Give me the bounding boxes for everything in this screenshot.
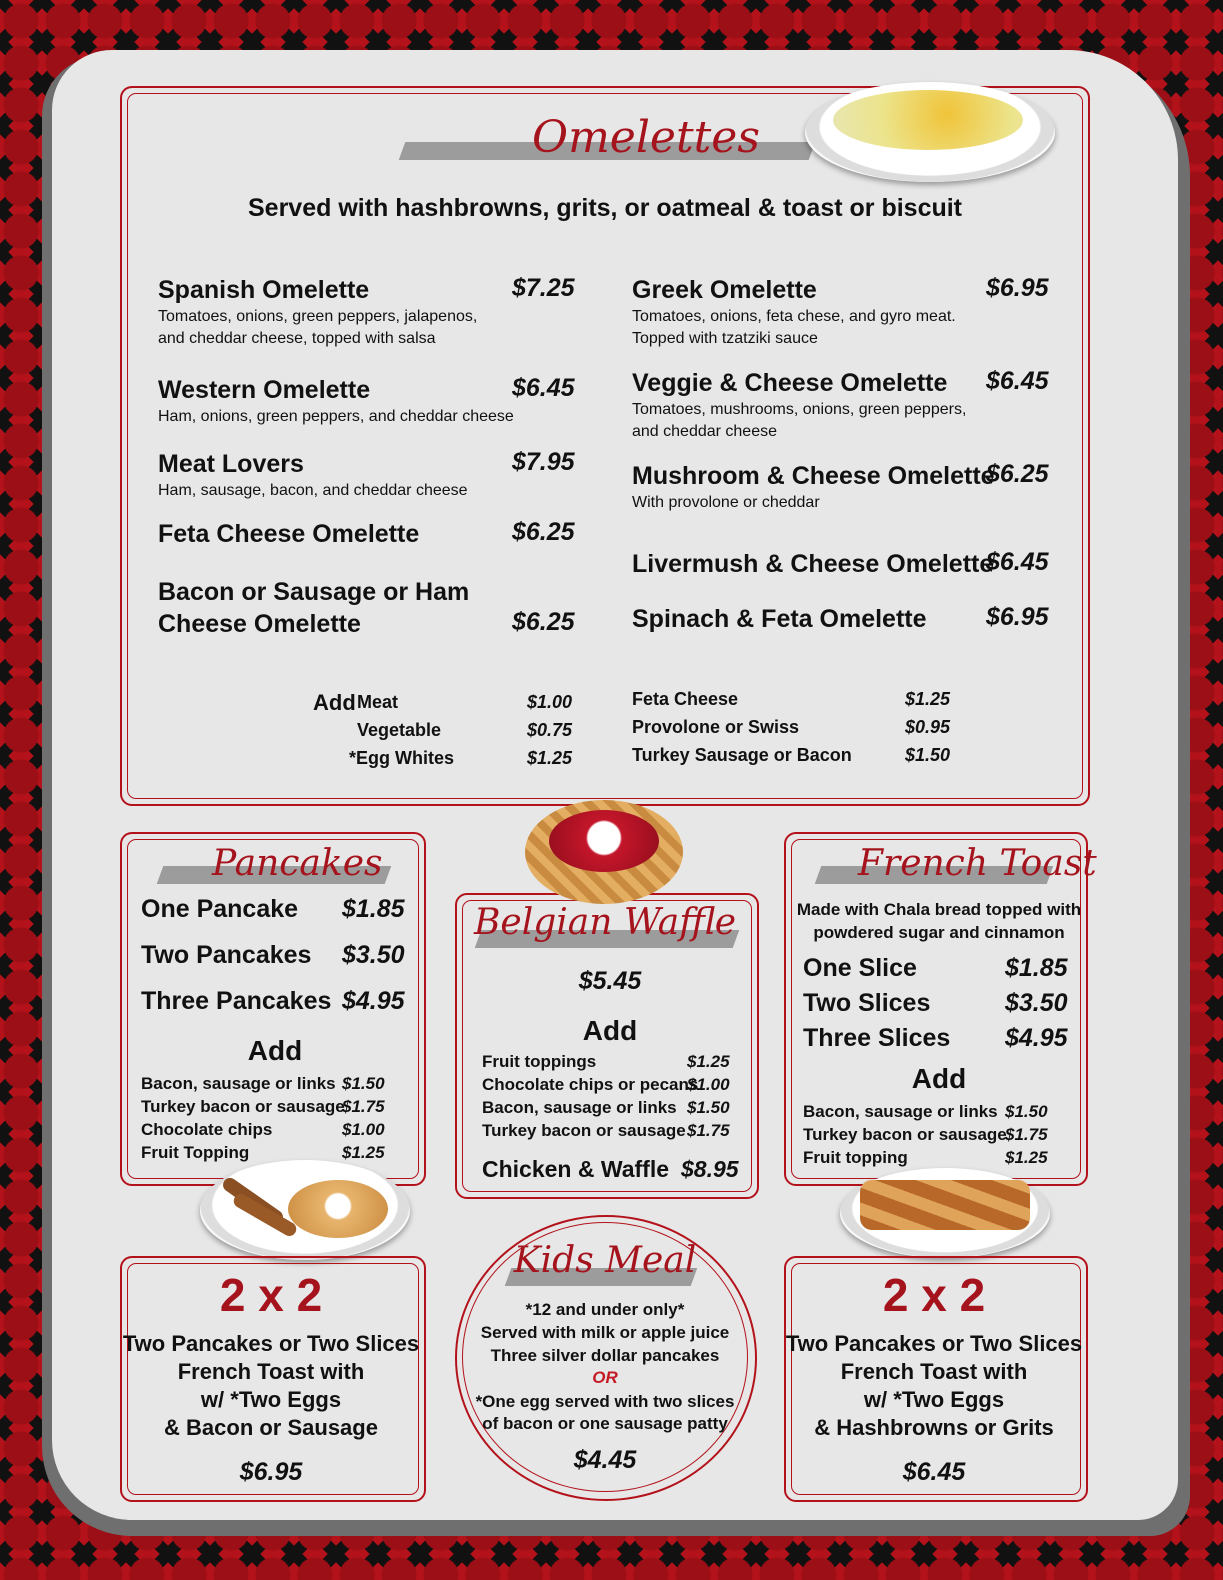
combo-left-lines: Two Pancakes or Two Slices French Toast with w/ *Two Eggs & Bacon or Sausage xyxy=(122,1331,420,1440)
omelettes-add-label: Add xyxy=(313,690,356,715)
combo-left-title: 2 x 2 xyxy=(219,1269,323,1321)
addon-price: $1.25 xyxy=(342,1143,385,1162)
addon-name: Vegetable xyxy=(357,720,442,740)
menu-item-name: Bacon or Sausage or Ham Cheese Omelette xyxy=(158,578,470,638)
waffle-image xyxy=(525,800,683,904)
kids-meal-line1: *12 and under only* xyxy=(525,1300,685,1319)
addon-price: $1.75 xyxy=(342,1097,385,1116)
menu-item-name: Livermush & Cheese Omelette xyxy=(632,550,994,578)
menu-item-name: Spanish Omelette xyxy=(158,276,370,304)
addon-price: $1.50 xyxy=(905,745,951,765)
addon-name: Provolone or Swiss xyxy=(632,717,800,737)
addon-price: $0.95 xyxy=(905,717,951,737)
menu-item-price: $6.45 xyxy=(512,374,575,402)
menu-item-price: $1.85 xyxy=(342,895,405,923)
french-toast-title: French Toast xyxy=(858,843,1097,884)
menu-item-name: Meat Lovers xyxy=(158,450,304,478)
addon-price: $1.25 xyxy=(687,1052,730,1071)
chicken-waffle-price: $8.95 xyxy=(681,1156,739,1182)
addon-price: $1.75 xyxy=(1005,1125,1048,1144)
addon-name: Turkey bacon or sausage xyxy=(482,1121,686,1140)
kids-meal-title: Kids Meal xyxy=(513,1240,697,1281)
addon-price: $1.50 xyxy=(1005,1102,1048,1121)
addon-name: Fruit toppings xyxy=(482,1052,597,1071)
omelettes-title: Omelettes xyxy=(532,112,760,163)
addon-price: $1.50 xyxy=(342,1074,385,1093)
menu-item-desc: Tomatoes, onions, green peppers, jalapenos, and cheddar cheese, topped with salsa xyxy=(158,308,478,347)
addon-name: Turkey Sausage or Bacon xyxy=(632,745,852,765)
french-toast-desc: Made with Chala bread topped with powdered sugar and cinnamon xyxy=(796,900,1082,942)
kids-meal-or: OR xyxy=(592,1368,618,1387)
menu-item-desc: With provolone or cheddar xyxy=(632,494,820,511)
waffle-title: Belgian Waffle xyxy=(473,902,737,943)
addon-name: Fruit Topping xyxy=(141,1143,250,1162)
addon-name: Bacon, sausage or links xyxy=(803,1102,998,1121)
kids-meal-line4: *One egg served with two slices of bacon or one sausage patty xyxy=(475,1392,735,1433)
menu-item-name: One Slice xyxy=(803,954,917,982)
addon-name: Meat xyxy=(357,692,399,712)
pancakes-plate-image xyxy=(200,1160,410,1260)
addon-name: Turkey bacon or sausage xyxy=(803,1125,1007,1144)
menu-item-price: $6.25 xyxy=(986,460,1049,488)
addon-price: $1.00 xyxy=(687,1075,730,1094)
addon-name: Bacon, sausage or links xyxy=(482,1098,677,1117)
menu-item-price: $1.85 xyxy=(1005,954,1068,982)
menu-item-price: $6.45 xyxy=(986,367,1049,395)
addon-name: Bacon, sausage or links xyxy=(141,1074,336,1093)
addon-name: Chocolate chips or pecans xyxy=(482,1075,699,1094)
french-toast-add-label: Add xyxy=(911,1063,967,1094)
omelette-plate-image xyxy=(805,82,1055,182)
combo-right-price: $6.45 xyxy=(902,1458,966,1486)
addon-price: $1.00 xyxy=(527,692,573,712)
addon-price: $1.50 xyxy=(687,1098,730,1117)
menu-item-price: $6.25 xyxy=(512,608,575,636)
waffle-add-label: Add xyxy=(582,1015,638,1046)
addon-name: Chocolate chips xyxy=(141,1120,273,1139)
addon-price: $1.25 xyxy=(527,748,573,768)
menu-item-desc: Tomatoes, mushrooms, onions, green peppers, and cheddar cheese xyxy=(632,401,967,440)
menu-item-desc: Tomatoes, onions, feta chese, and gyro meat. Topped with tzatziki sauce xyxy=(632,308,956,347)
menu-item-name: Mushroom & Cheese Omelette xyxy=(632,462,995,490)
combo-left-price: $6.95 xyxy=(239,1458,303,1486)
menu-item-name: Veggie & Cheese Omelette xyxy=(632,369,948,397)
pancakes-title: Pancakes xyxy=(212,843,383,884)
menu-item-price: $7.95 xyxy=(512,448,575,476)
menu-item-name: Western Omelette xyxy=(158,376,371,404)
menu-item-desc: Ham, onions, green peppers, and cheddar cheese xyxy=(158,408,514,425)
menu-item-price: $4.95 xyxy=(342,987,405,1015)
addon-price: $1.75 xyxy=(687,1121,730,1140)
menu-item-name: Feta Cheese Omelette xyxy=(158,520,420,548)
menu-item-name: Three Slices xyxy=(803,1024,951,1052)
menu-item-name: Two Slices xyxy=(803,989,931,1017)
menu-item-name: Three Pancakes xyxy=(141,987,332,1015)
combo-right-lines: Two Pancakes or Two Slices French Toast with w/ *Two Eggs & Hashbrowns or Grits xyxy=(785,1331,1083,1440)
combo-right-title: 2 x 2 xyxy=(882,1269,986,1321)
kids-meal-line3: Three silver dollar pancakes xyxy=(490,1346,720,1365)
menu-item-name: Two Pancakes xyxy=(141,941,312,969)
addon-name: Feta Cheese xyxy=(632,689,739,709)
menu-item-name: Greek Omelette xyxy=(632,276,817,304)
menu-item-price: $7.25 xyxy=(512,274,575,302)
pancakes-add-label: Add xyxy=(247,1035,303,1066)
kids-meal-line2: Served with milk or apple juice xyxy=(480,1323,730,1342)
menu-item-price: $6.25 xyxy=(512,518,575,546)
waffle-price: $5.45 xyxy=(578,967,642,995)
kids-meal-price: $4.45 xyxy=(573,1446,637,1474)
menu-item-price: $3.50 xyxy=(342,941,405,969)
addon-price: $0.75 xyxy=(527,720,573,740)
chicken-waffle-name: Chicken & Waffle xyxy=(482,1156,670,1182)
menu-item-price: $6.95 xyxy=(986,274,1049,302)
addon-price: $1.25 xyxy=(905,689,951,709)
menu-item-price: $4.95 xyxy=(1005,1024,1068,1052)
menu-item-desc: Ham, sausage, bacon, and cheddar cheese xyxy=(158,482,468,499)
addon-name: Fruit topping xyxy=(803,1148,908,1167)
menu-item-name: Spinach & Feta Omelette xyxy=(632,605,927,633)
menu-item-price: $6.95 xyxy=(986,603,1049,631)
addon-name: *Egg Whites xyxy=(349,748,455,768)
menu-item-price: $6.45 xyxy=(986,548,1049,576)
menu-item-price: $3.50 xyxy=(1005,989,1068,1017)
omelettes-subtitle: Served with hashbrowns, grits, or oatmeal & toast or biscuit xyxy=(247,194,963,222)
addon-price: $1.25 xyxy=(1005,1148,1048,1167)
french-toast-plate-image xyxy=(840,1168,1050,1258)
addon-name: Turkey bacon or sausage xyxy=(141,1097,345,1116)
addon-price: $1.00 xyxy=(342,1120,385,1139)
menu-item-name: One Pancake xyxy=(141,895,299,923)
